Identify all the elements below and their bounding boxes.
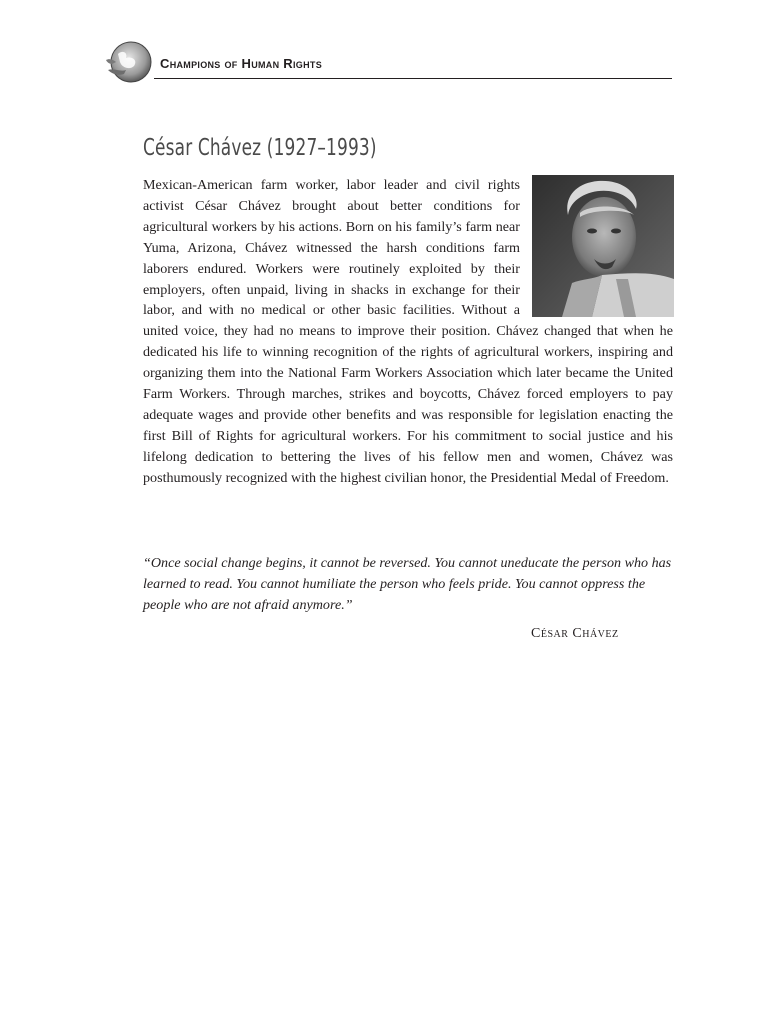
page-header [104, 40, 672, 86]
bio-text: Mexican-American farm worker, labor leader and civil rights activist César Chávez brought about better conditions for agricultural workers by his actions. Born on his family’s farm near Yuma, Arizona, Chávez witnessed the harsh conditions farm laborers endured. Workers were routinely exploited by their employers, often unpaid, living in shacks in exchange for their labor, and with no medical or other basic facilities. Without a united voice, they had no means to improve their position. Chávez changed that when he dedicated his life to winning recognition of the rights of agricultural workers, inspiring and organizing them into the National Farm Workers Association which later became the United Farm Workers. Through marches, strikes and boycotts, Chávez forced employers to pay adequate wages and provide other benefits and was responsible for legislation enacting the first Bill of Rights for agricultural workers. For his commitment to social justice and his lifelong dedication to bettering the lives of his fellow men and women, Chávez was posthumously recognized with the highest civilian honor, the Presidential Medal of Freedom. [143, 177, 673, 486]
article-title: César Chávez (1927–1993) [143, 135, 377, 161]
bio-paragraph [143, 175, 673, 489]
quote: “Once social change begins, it cannot be reversed. You cannot uneducate the person who has learned to read. You cannot humiliate the person who feels pride. You cannot oppress the people who are not afraid anymore.” [143, 555, 672, 613]
header-title: Champions of Human Rights [160, 56, 322, 71]
globe-dove-logo-icon [104, 40, 154, 86]
photo-wrap-spacer [532, 175, 673, 318]
header-divider [154, 78, 672, 79]
quote-attribution: César Chávez [531, 626, 619, 641]
